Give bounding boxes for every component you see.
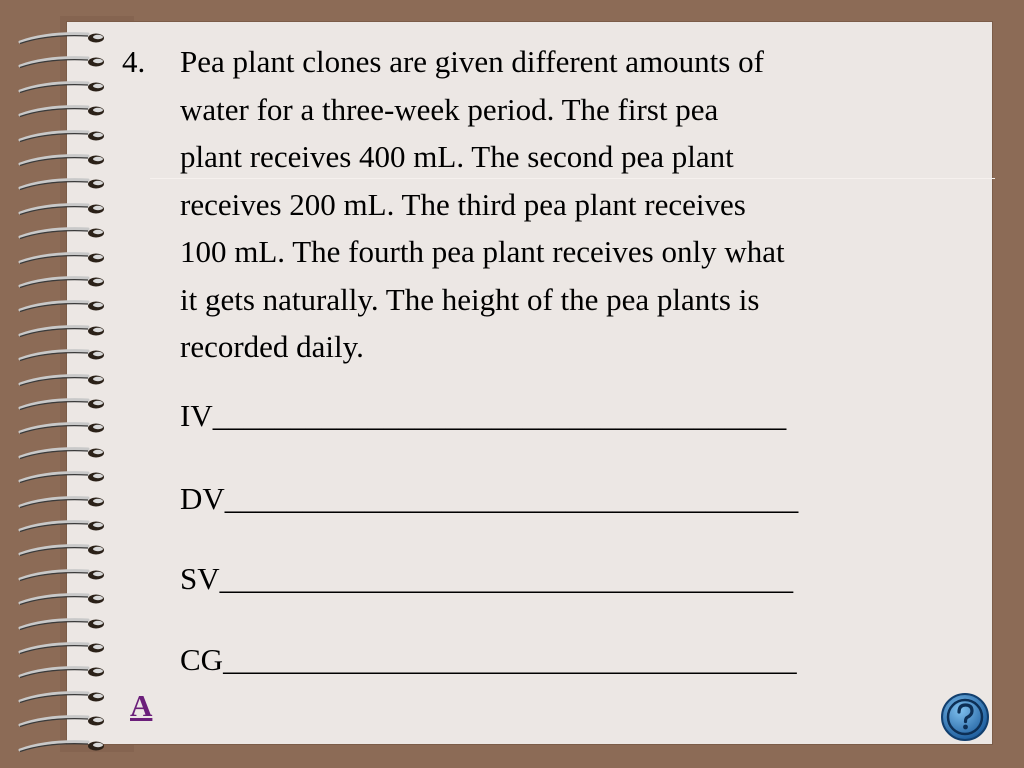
spiral-ring (18, 664, 110, 680)
spiral-ring (18, 274, 110, 290)
spiral-ring (18, 420, 110, 436)
question-mark-circle-icon (940, 692, 990, 742)
answer-link[interactable]: A (130, 688, 153, 723)
spiral-ring (18, 152, 110, 168)
spiral-ring (18, 469, 110, 485)
spiral-ring (18, 494, 110, 510)
spiral-ring (18, 396, 110, 412)
spiral-ring (18, 518, 110, 534)
spiral-ring (18, 372, 110, 388)
spiral-ring (18, 445, 110, 461)
spiral-ring (18, 542, 110, 558)
cg-answer-line: CG_____________________________________ (180, 642, 797, 677)
spiral-ring (18, 567, 110, 583)
spiral-ring (18, 201, 110, 217)
spiral-ring (18, 713, 110, 729)
iv-answer-line: IV_____________________________________ (180, 398, 787, 433)
spiral-ring (18, 689, 110, 705)
dv-answer-line: DV_____________________________________ (180, 481, 799, 516)
spiral-ring (18, 128, 110, 144)
spiral-ring (18, 103, 110, 119)
question-text: Pea plant clones are given different amounts of water for a three-week period. The first pea plant receives 400 mL. The second pea plant receives 200 mL. The third pea plant receives 100 mL. The fourth pea plant receives only what it gets naturally. The height of the pea plants is recorded daily. (180, 44, 785, 364)
sv-answer-line: SV_____________________________________ (180, 561, 794, 596)
spiral-ring (18, 79, 110, 95)
help-button[interactable] (940, 692, 990, 742)
spiral-ring (18, 591, 110, 607)
spiral-ring (18, 225, 110, 241)
spiral-ring (18, 30, 110, 46)
spiral-ring (18, 738, 110, 754)
spiral-ring (18, 347, 110, 363)
spiral-ring (18, 298, 110, 314)
spiral-ring (18, 640, 110, 656)
spiral-ring (18, 616, 110, 632)
question-number: 4. (122, 44, 146, 79)
spiral-ring (18, 54, 110, 70)
spiral-ring (18, 323, 110, 339)
spiral-binding (0, 0, 120, 768)
spiral-ring (18, 176, 110, 192)
spiral-ring (18, 250, 110, 266)
